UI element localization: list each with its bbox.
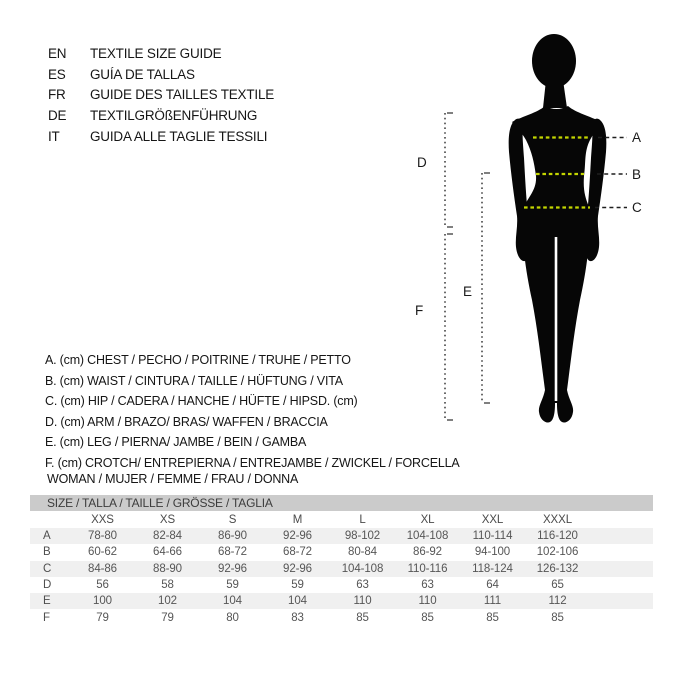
size-value-cell: 88-90 <box>153 562 182 575</box>
size-table-row <box>30 544 653 560</box>
size-value-cell: 79 <box>161 611 174 624</box>
measurement-legend <box>45 350 459 474</box>
row-label: C <box>43 562 52 575</box>
language-title: GUIDE DES TAILLES TEXTILE <box>90 87 275 103</box>
size-table-row <box>30 609 653 625</box>
size-table-section <box>30 495 653 626</box>
measurement-legend-line: F. (cm) CROTCH/ ENTREPIERNA / ENTREJAMBE / ZWICKEL / FORCELLA <box>45 455 460 470</box>
size-table-row <box>30 577 653 593</box>
row-label: F <box>43 611 50 624</box>
measurement-legend-line: B. (cm) WAIST / CINTURA / TAILLE / HÜFTUNG / VITA <box>45 373 343 388</box>
size-value-cell: 83 <box>291 611 304 624</box>
language-code: DE <box>48 108 67 124</box>
size-column-header: L <box>359 513 366 526</box>
size-value-cell: 79 <box>96 611 109 624</box>
silhouette-head <box>532 34 576 88</box>
size-value-cell: 85 <box>421 611 434 624</box>
size-value-cell: 100 <box>93 595 112 608</box>
size-value-cell: 102 <box>158 595 177 608</box>
size-value-cell: 60-62 <box>88 546 117 559</box>
size-value-cell: 104 <box>223 595 242 608</box>
marker-label-f: F <box>415 303 424 318</box>
marker-label-c: C <box>632 200 642 215</box>
size-value-cell: 58 <box>161 579 174 592</box>
size-value-cell: 80-84 <box>348 546 377 559</box>
silhouette-neck <box>543 80 567 108</box>
language-code: FR <box>48 87 66 103</box>
size-value-cell: 92-96 <box>283 530 312 543</box>
size-value-cell: 80 <box>226 611 239 624</box>
size-value-cell: 63 <box>421 579 434 592</box>
size-value-cell: 64-66 <box>153 546 182 559</box>
size-table-row <box>30 561 653 577</box>
size-value-cell: 68-72 <box>283 546 312 559</box>
size-table-row <box>30 593 653 609</box>
size-value-cell: 84-86 <box>88 562 117 575</box>
size-value-cell: 63 <box>356 579 369 592</box>
measurement-legend-line: D. (cm) ARM / BRAZO/ BRAS/ WAFFEN / BRACCIA <box>45 414 328 429</box>
woman-silhouette <box>509 34 607 423</box>
size-column-header: XL <box>420 513 435 526</box>
marker-label-a: A <box>632 130 642 145</box>
size-value-cell: 110-114 <box>472 530 513 543</box>
row-label: A <box>43 530 51 543</box>
language-title: TEXTILGRÖßENFÜHRUNG <box>90 108 258 124</box>
marker-label-e: E <box>463 284 473 299</box>
size-value-cell: 59 <box>226 579 239 592</box>
size-table-header-bar: SIZE / TALLA / TAILLE / GRÖSSE / TAGLIA <box>30 495 653 511</box>
size-table-body <box>30 528 653 626</box>
table-group-title: WOMAN / MUJER / FEMME / FRAU / DONNA <box>47 472 299 486</box>
measurement-legend-line: E. (cm) LEG / PIERNA/ JAMBE / BEIN / GAMBA <box>45 435 307 450</box>
size-value-cell: 94-100 <box>474 546 511 559</box>
size-value-cell: 110 <box>418 595 437 608</box>
size-value-cell: 59 <box>291 579 304 592</box>
size-value-cell: 112 <box>548 595 567 608</box>
measurement-legend-line: C. (cm) HIP / CADERA / HANCHE / HÜFTE / HIPSD. (cm) <box>45 394 358 409</box>
size-table <box>30 511 653 626</box>
size-value-cell: 78-80 <box>88 530 117 543</box>
size-value-cell: 102-106 <box>536 546 579 559</box>
size-table-row <box>30 528 653 544</box>
language-code: IT <box>48 128 60 144</box>
size-column-header: M <box>292 513 303 526</box>
marker-label-b: B <box>632 167 642 182</box>
size-value-cell: 104 <box>288 595 307 608</box>
size-value-cell: 85 <box>486 611 499 624</box>
size-value-cell: 110-116 <box>407 562 448 575</box>
size-column-header: XXXL <box>542 513 572 526</box>
size-value-cell: 104-108 <box>406 530 449 543</box>
marker-label-d: D <box>417 155 427 170</box>
size-value-cell: 56 <box>96 579 109 592</box>
measurement-legend-line: A. (cm) CHEST / PECHO / POITRINE / TRUHE / PETTO <box>45 353 351 367</box>
size-value-cell: 86-90 <box>218 530 247 543</box>
size-value-cell: 65 <box>551 579 564 592</box>
language-title: TEXTILE SIZE GUIDE <box>90 46 222 61</box>
language-title: GUIDA ALLE TAGLIE TESSILI <box>90 128 268 144</box>
size-value-cell: 85 <box>356 611 369 624</box>
size-value-cell: 111 <box>483 595 502 608</box>
size-column-header: XXL <box>481 513 504 526</box>
size-value-cell: 92-96 <box>218 562 247 575</box>
size-value-cell: 64 <box>486 579 499 592</box>
size-value-cell: 92-96 <box>283 562 312 575</box>
row-label: E <box>43 595 51 608</box>
size-value-cell: 118-124 <box>472 562 513 575</box>
row-label: D <box>43 579 52 592</box>
row-label: B <box>43 546 51 559</box>
size-value-cell: 104-108 <box>341 562 384 575</box>
language-code: ES <box>48 66 66 82</box>
size-value-cell: 126-132 <box>536 562 579 575</box>
size-value-cell: 68-72 <box>218 546 247 559</box>
size-value-cell: 86-92 <box>413 546 442 559</box>
size-value-cell: 85 <box>551 611 564 624</box>
size-value-cell: 82-84 <box>153 530 182 543</box>
size-value-cell: 98-102 <box>344 530 381 543</box>
size-column-headers <box>30 511 653 528</box>
size-value-cell: 110 <box>353 595 372 608</box>
corner-cell <box>30 511 70 528</box>
size-column-header: XS <box>159 513 176 526</box>
size-column-header: S <box>228 513 237 526</box>
language-title: GUÍA DE TALLAS <box>90 66 195 82</box>
language-code: EN <box>48 46 67 61</box>
size-value-cell: 116-120 <box>537 530 578 543</box>
size-column-header: XXS <box>91 513 114 526</box>
